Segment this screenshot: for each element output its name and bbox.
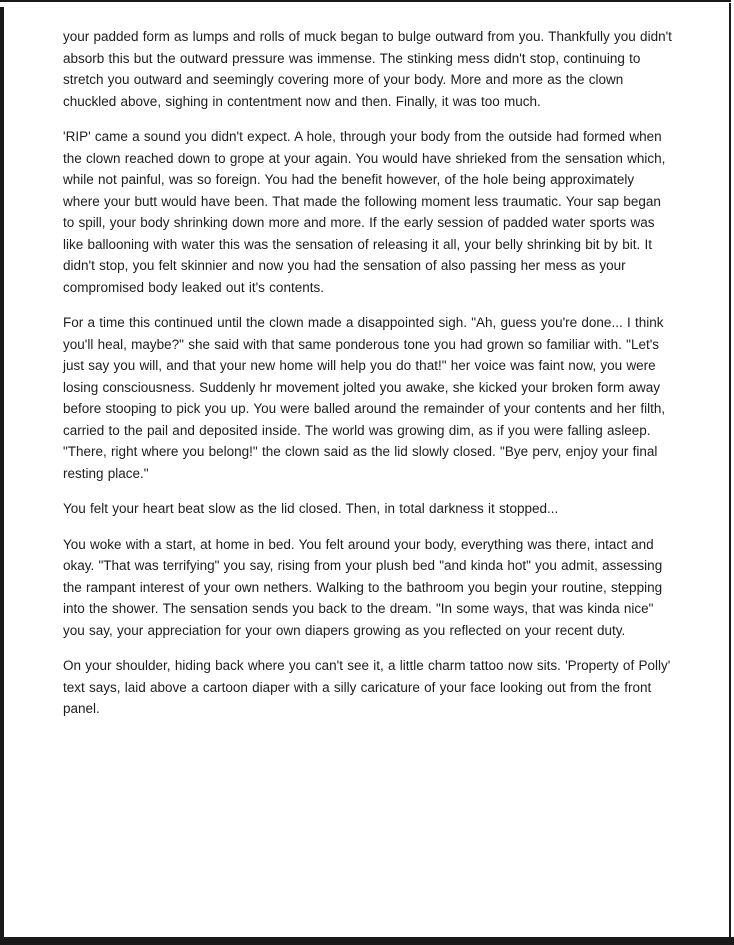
page-content (63, 26, 674, 734)
page-border-top (0, 0, 731, 2)
page-border-bottom (0, 937, 734, 945)
story-paragraph-2: 'RIP' came a sound you didn't expect. A hole, through your body from the outside had formed when the clown reached down to grope at your again. You would have shrieked from the sensation which, while not painful, was so foreign. You had the benefit however, of the hole being approximately where your butt would have been. That made the following moment less traumatic. Your sap began to spill, your body shrinking down more and more. If the early session of padded water sports was like ballooning with water this was the sensation of releasing it all, your belly shrinking bit by bit. It didn't stop, you felt skinnier and now you had the sensation of also passing her mess as your compromised body leaked out it's contents. (63, 129, 666, 295)
story-paragraph-1: your padded form as lumps and rolls of muck began to bulge outward from you. Thankfully you didn't absorb this but the outward pressure was immense. The stinking mess didn't stop, continuing to stretch you outward and seemingly covering more of your body. More and more as the clown chuckled above, sighing in contentment now and then. Finally, it was too much. (63, 29, 672, 109)
page-border-right (729, 3, 731, 945)
story-paragraph-6: On your shoulder, hiding back where you can't see it, a little charm tattoo now sits. 'Property of Polly' text says, laid above a cartoon diaper with a silly caricature of your face looking out from the front panel. (63, 658, 671, 716)
story-paragraph-3: For a time this continued until the clown made a disappointed sigh. "Ah, guess you're done... I think you'll heal, maybe?" she said with that same ponderous tone you had grown so familiar with. "Let's just say you will, and that your new home will help you do that!" her voice was faint now, you were losing consciousness. Suddenly hr movement jolted you awake, she kicked your broken form away before stooping to pick you up. You were balled around the remainder of your contents and her filth, carried to the pail and deposited inside. The world was growing dim, as if you were falling asleep. "There, right where you belong!" the clown said as the lid slowly closed. "Bye perv, enjoy your final resting place." (63, 315, 666, 481)
page-border-left (0, 7, 4, 945)
story-paragraph-4: You felt your heart beat slow as the lid closed. Then, in total darkness it stopped... (63, 501, 559, 516)
story-paragraph-5: You woke with a start, at home in bed. You felt around your body, everything was there, intact and okay. "That was terrifying" you say, rising from your plush bed "and kinda hot" you admit, assessing the rampant interest of your own nethers. Walking to the bathroom you begin your routine, stepping into the shower. The sensation sends you back to the dream. "In some ways, that was kinda nice" you say, your appreciation for your own diapers growing as you reflected on your recent duty. (63, 536, 663, 638)
